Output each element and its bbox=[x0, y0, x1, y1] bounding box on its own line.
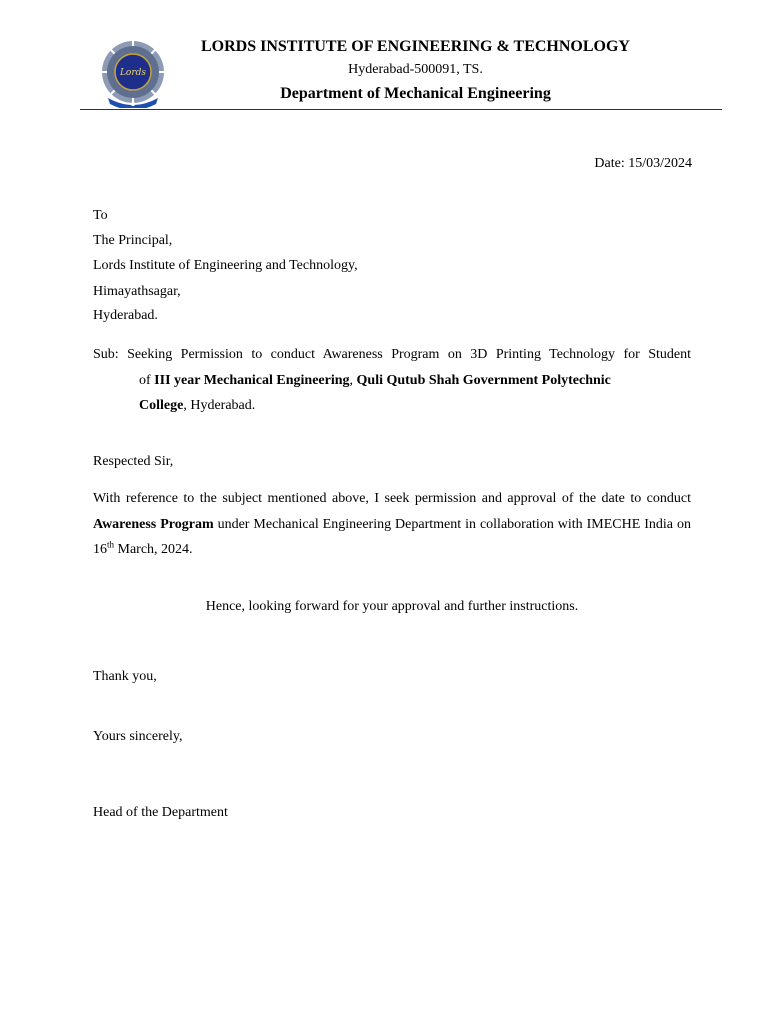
recipient-line: Himayathsagar, bbox=[93, 284, 181, 299]
closing-line: Yours sincerely, bbox=[93, 729, 183, 744]
subject-college: Quli Qutub Shah Government Polytechnic bbox=[356, 372, 611, 388]
subject-college-cont: College bbox=[139, 398, 184, 413]
subject-text: , bbox=[349, 372, 357, 388]
hence-line: Hence, looking forward for your approval and further instructions. bbox=[205, 599, 579, 614]
recipient-line: Hyderabad. bbox=[93, 308, 158, 323]
signatory: Head of the Department bbox=[93, 805, 228, 820]
salutation: Respected Sir, bbox=[93, 454, 174, 469]
letter-date: Date: 15/03/2024 bbox=[594, 156, 692, 171]
body-text: under Mechanical Engineering Department in collaboration with IMECHE India on 16 bbox=[93, 516, 691, 557]
recipient-line: Lords Institute of Engineering and Technology, bbox=[93, 258, 358, 273]
subject-line bbox=[93, 393, 691, 419]
department-name: Department of Mechanical Engineering bbox=[280, 85, 551, 102]
body-paragraph bbox=[93, 486, 691, 563]
institute-address: Hyderabad-500091, TS. bbox=[348, 62, 483, 77]
header-divider bbox=[80, 109, 722, 110]
body-program: Awareness Program bbox=[93, 516, 214, 532]
subject-text: of bbox=[139, 372, 155, 388]
ordinal-suffix: th bbox=[107, 539, 115, 550]
subject-line bbox=[93, 368, 691, 394]
svg-text:Lords: Lords bbox=[119, 68, 147, 78]
institute-name: LORDS INSTITUTE OF ENGINEERING & TECHNOLOGY bbox=[201, 38, 630, 55]
subject-line: Sub: Seeking Permission to conduct Awareness Program on 3D Printing Technology for Student bbox=[93, 347, 691, 362]
to-label: To bbox=[93, 208, 108, 223]
thanks-line: Thank you, bbox=[93, 669, 157, 684]
subject-class: III year Mechanical Engineering bbox=[154, 372, 350, 388]
subject-text: , Hyderabad. bbox=[183, 398, 256, 413]
body-text: With reference to the subject mentioned above, I seek permission and approval of the date to conduct bbox=[93, 491, 691, 506]
subject-paragraph bbox=[93, 342, 691, 419]
institute-logo bbox=[100, 40, 166, 108]
recipient-line: The Principal, bbox=[93, 233, 173, 248]
body-text: March, 2024. bbox=[114, 542, 193, 557]
